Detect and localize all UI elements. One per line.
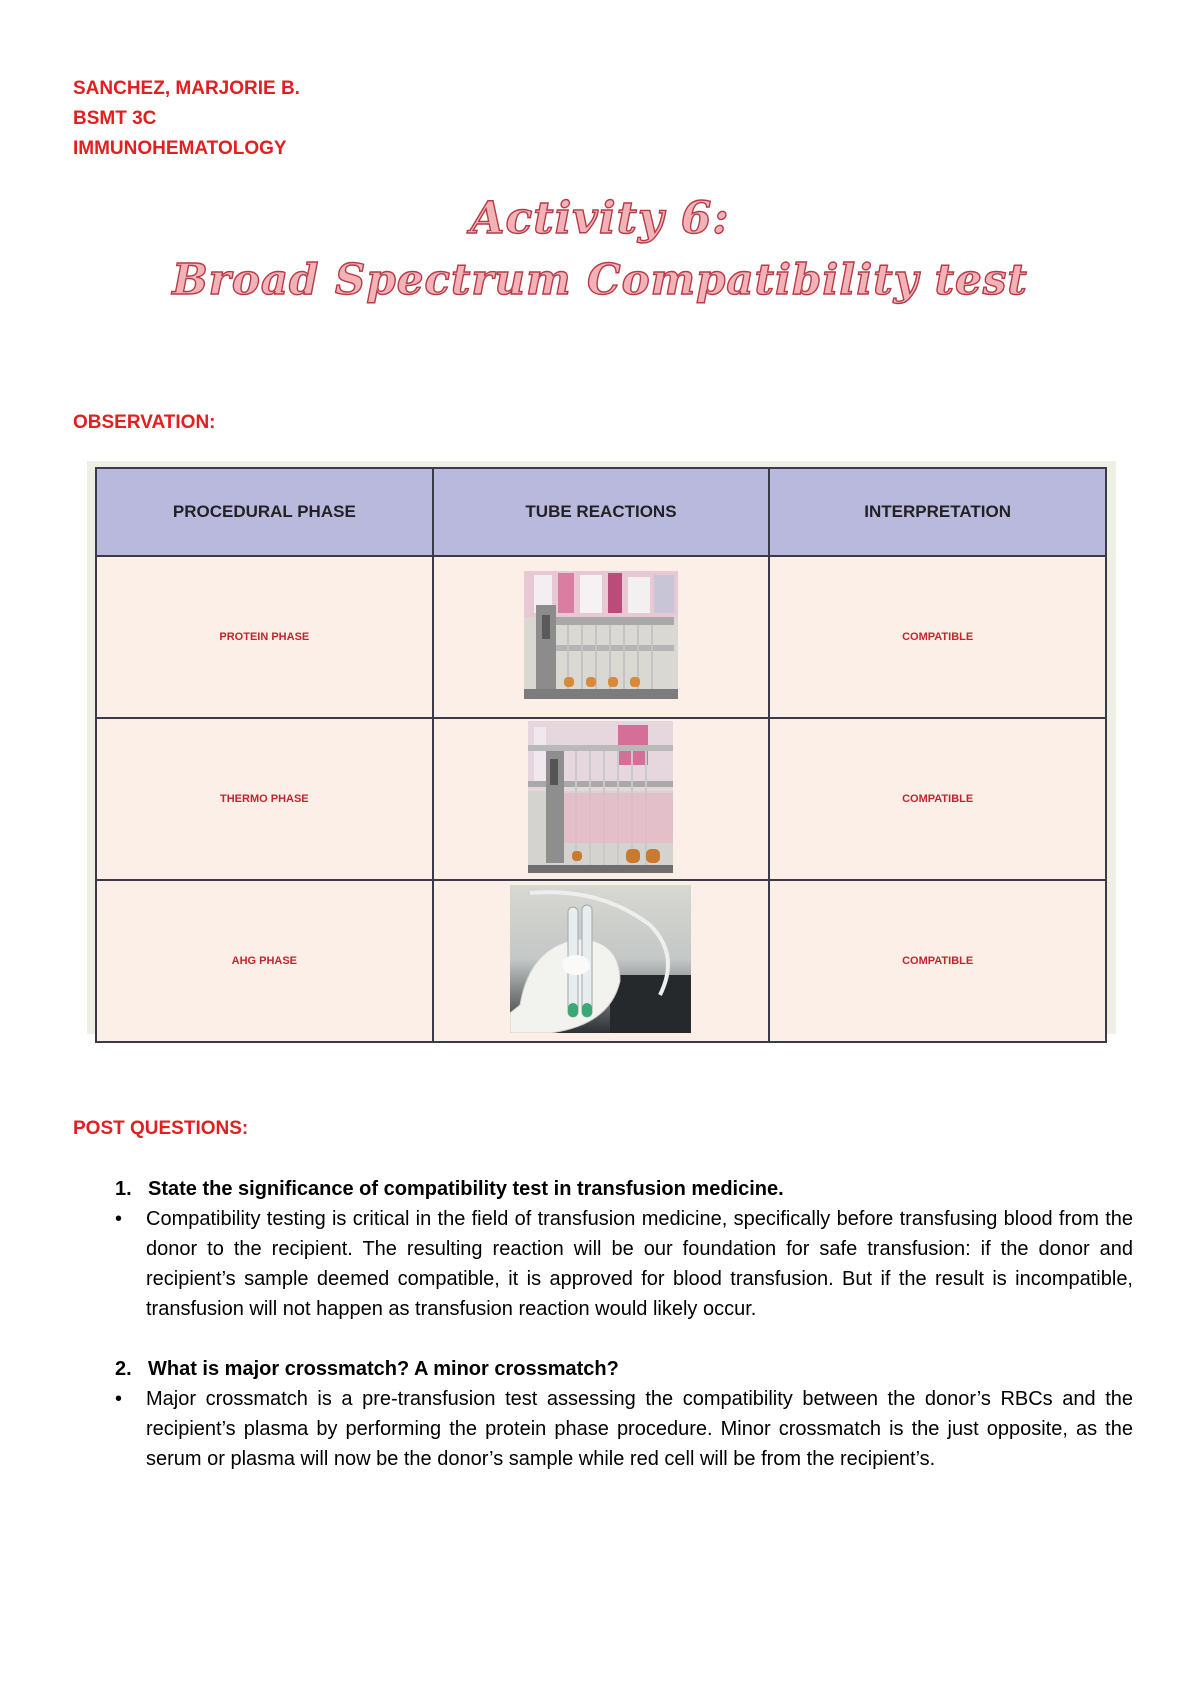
post-questions-label: POST QUESTIONS:: [73, 1118, 249, 1139]
student-section: BSMT 3C: [73, 108, 157, 129]
question-text: What is major crossmatch? A minor crossmatch?: [148, 1358, 619, 1380]
tube-photo-cell: [433, 556, 770, 718]
student-header: [73, 74, 300, 164]
thermo-phase-tube-photo: [528, 721, 673, 873]
table-row: [96, 556, 1106, 718]
activity-number: Activity 6:: [470, 193, 730, 244]
bullet-icon: •: [115, 1388, 123, 1410]
question-1: [73, 1174, 1133, 1204]
tube-photo-cell: [433, 718, 770, 880]
question-text: State the significance of compatibility test in transfusion medicine.: [148, 1178, 784, 1200]
header-interpretation: INTERPRETATION: [769, 468, 1106, 556]
interpretation-cell: COMPATIBLE: [769, 880, 1106, 1042]
table-row: [96, 718, 1106, 880]
tube-photo-cell: [433, 880, 770, 1042]
header-procedural-phase: PROCEDURAL PHASE: [96, 468, 433, 556]
subject-name: IMMUNOHEMATOLOGY: [73, 138, 287, 159]
observation-label: OBSERVATION:: [73, 412, 216, 433]
student-name: SANCHEZ, MARJORIE B.: [73, 78, 300, 99]
post-questions-list: [73, 1174, 1133, 1474]
bullet-icon: •: [115, 1208, 123, 1230]
interpretation-cell: COMPATIBLE: [769, 718, 1106, 880]
gloved-hand-tube-image: [510, 885, 691, 1033]
answer-1: [73, 1204, 1133, 1324]
phase-cell: PROTEIN PHASE: [96, 556, 433, 718]
observation-table-frame: [87, 461, 1116, 1034]
activity-title: [0, 190, 1200, 312]
phase-cell: AHG PHASE: [96, 880, 433, 1042]
table-header-row: [96, 468, 1106, 556]
question-number: 1.: [115, 1178, 132, 1200]
tube-rack-image: [528, 721, 673, 873]
table-row: [96, 880, 1106, 1042]
answer-text: Major crossmatch is a pre-transfusion test assessing the compatibility between the donor’s RBCs and the recipient’s plasma by performing the protein phase procedure. Minor crossmatch is the just opposite, as the serum or plasma will now be the donor’s sample while red cell will be from the recipient’s.: [146, 1388, 1133, 1470]
question-number: 2.: [115, 1358, 132, 1380]
interpretation-cell: COMPATIBLE: [769, 556, 1106, 718]
answer-2: [73, 1384, 1133, 1474]
protein-phase-tube-photo: [524, 571, 678, 699]
observation-table: [95, 467, 1107, 1043]
tube-rack-image: [524, 571, 678, 699]
question-2: [73, 1354, 1133, 1384]
answer-text: Compatibility testing is critical in the field of transfusion medicine, specifically before transfusing blood from the donor to the recipient. The resulting reaction will be our foundation for safe transfusion: if the donor and recipient’s sample deemed compatible, it is approved for blood transfusion. But if the result is incompatible, transfusion will not happen as transfusion reaction would likely occur.: [146, 1208, 1133, 1320]
header-tube-reactions: TUBE REACTIONS: [433, 468, 770, 556]
phase-cell: THERMO PHASE: [96, 718, 433, 880]
ahg-phase-tube-photo: [510, 885, 691, 1033]
activity-name: Broad Spectrum Compatibility test: [172, 255, 1028, 304]
